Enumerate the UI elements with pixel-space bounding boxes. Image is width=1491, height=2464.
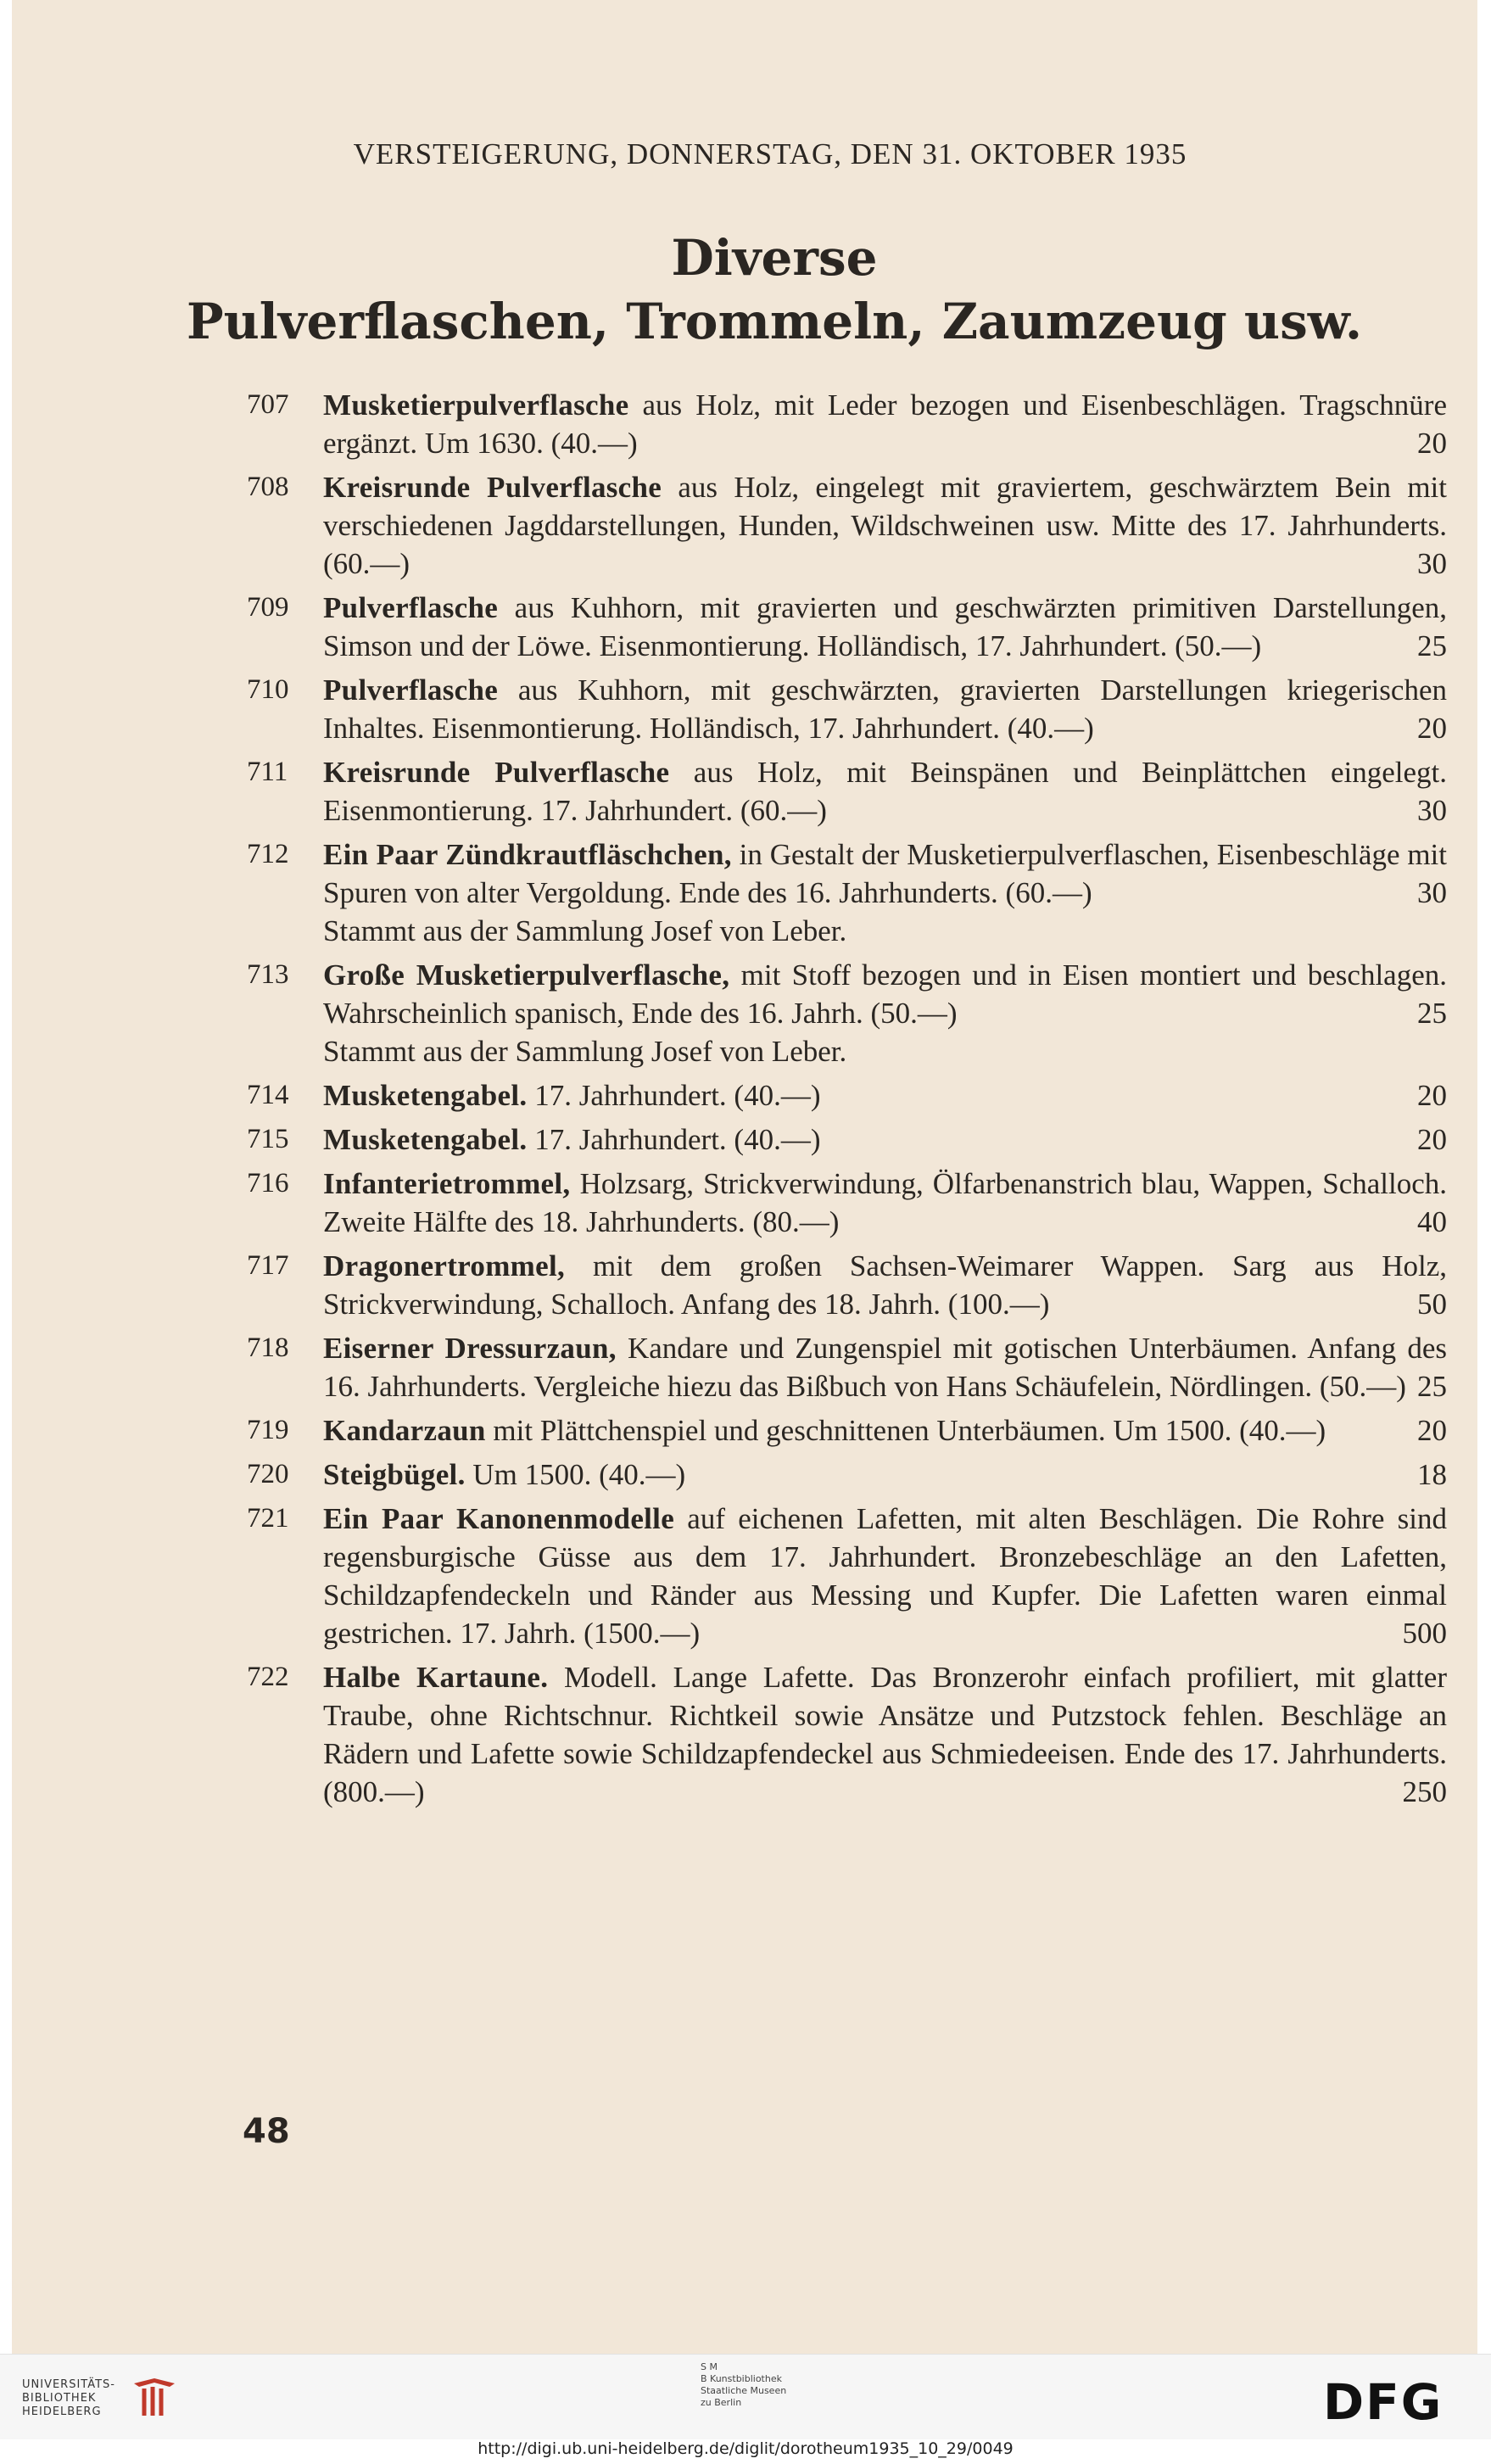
lot-text: aus Holz, eingelegt mit graviertem, geschwärztem Bein mit verschiedenen Jagddarstellungen, Hunden, Wildschweinen usw. Mitte des 17. Jahrhunderts. (60.—) xyxy=(323,471,1447,580)
lot-description xyxy=(323,468,1447,583)
lot-title: Kreisrunde Pulverflasche xyxy=(323,471,662,504)
ub-heidelberg-emblem-icon xyxy=(129,2375,180,2419)
catalog-entry xyxy=(12,386,1477,462)
lot-description xyxy=(323,1411,1447,1450)
catalog-entry xyxy=(12,956,1477,1070)
lot-number: 711 xyxy=(247,757,288,787)
lot-text: Holzsarg, Strickverwindung, Ölfarbenanstrich blau, Wappen, Schalloch. Zweite Hälfte des 18. Jahrhunderts. (80.—) xyxy=(323,1167,1447,1238)
lot-text: in Gestalt der Musketierpulverflaschen, Eisenbeschläge mit Spuren von alter Vergoldung. Ende des 16. Jahrhunderts. (60.—) xyxy=(323,838,1447,909)
lot-title: Infanterietrommel, xyxy=(323,1167,571,1200)
lot-number: 718 xyxy=(247,1333,289,1363)
catalog-entry xyxy=(12,1247,1477,1323)
lot-title: Ein Paar Kanonenmodelle xyxy=(323,1502,675,1535)
lot-title: Eiserner Dressurzaun, xyxy=(323,1332,617,1365)
lot-text: Modell. Lange Lafette. Das Bronzerohr einfach profiliert, mit glatter Traube, ohne Richtschnur. Richtkeil sowie Ansätze und Putzstock fehlen. Beschläge an Rädern und Lafette sowie Schildzapfendeckel aus Schmiedeeisen. Ende des 17. Jahrhunderts. (800.—) xyxy=(323,1661,1448,1808)
lot-title: Dragonertrommel, xyxy=(323,1249,566,1282)
lot-price: 20 xyxy=(1417,427,1447,460)
lot-description xyxy=(323,386,1447,462)
smb-kunstbibliothek-logo[interactable]: S M B Kunstbibliothek Staatliche Museen zu Berlin xyxy=(701,2361,787,2408)
lot-description xyxy=(323,956,1447,1070)
lot-text: aus Holz, mit Beinspänen und Beinplättchen eingelegt. Eisenmontierung. 17. Jahrhundert. (60.—) xyxy=(323,756,1448,827)
lot-title: Musketierpulverflasche xyxy=(323,388,629,422)
lot-description xyxy=(323,1500,1447,1652)
catalog-entry xyxy=(12,1120,1477,1159)
lot-title: Pulverflasche xyxy=(323,673,499,707)
lot-text: auf eichenen Lafetten, mit alten Beschlägen. Die Rohre sind regensburgische Güsse aus dem 17. Jahrhundert. Bronzebeschläge an den Lafetten, Schildzapfendeckeln und Ränder aus Messing und Kupfer. Die Lafetten waren einmal gestrichen. 17. Jahrh. (1500.—) xyxy=(323,1502,1447,1650)
lot-provenance-note: Stammt aus der Sammlung Josef von Leber. xyxy=(323,914,847,947)
lot-price: 50 xyxy=(1417,1288,1447,1321)
lot-description xyxy=(323,671,1447,747)
permalink-url[interactable]: http://digi.ub.uni-heidelberg.de/diglit/dorotheum1935_10_29/0049 xyxy=(477,2439,1014,2458)
catalog-entry xyxy=(12,753,1477,830)
catalog-entry xyxy=(12,671,1477,747)
catalog-entry xyxy=(12,1165,1477,1241)
lot-number: 707 xyxy=(247,389,289,420)
lot-text: 17. Jahrhundert. (40.—) xyxy=(527,1079,821,1112)
section-title-line-1: Diverse xyxy=(671,229,878,287)
catalog-entry xyxy=(12,1500,1477,1652)
lot-number: 722 xyxy=(247,1662,289,1692)
lot-title: Kreisrunde Pulverflasche xyxy=(323,756,670,789)
section-title-line-2: Pulverflaschen, Trommeln, Zaumzeug usw. xyxy=(186,293,1363,350)
lot-number: 713 xyxy=(247,959,289,990)
lot-description xyxy=(323,589,1447,665)
lot-text: aus Kuhhorn, mit gravierten und geschwärzten primitiven Darstellungen, Simson und der Löwe. Eisenmontierung. Holländisch, 17. Jahrhundert. (50.—) xyxy=(323,591,1447,662)
catalog-entry xyxy=(12,1411,1477,1450)
lot-title: Musketengabel. xyxy=(323,1123,528,1156)
lot-number: 717 xyxy=(247,1250,289,1281)
lot-description xyxy=(323,1076,1447,1115)
lot-number: 720 xyxy=(247,1459,289,1489)
lot-price: 40 xyxy=(1417,1205,1447,1238)
lot-description xyxy=(323,1658,1447,1811)
lot-text: mit Stoff bezogen und in Eisen montiert und beschlagen. Wahrscheinlich spanisch, Ende des 16. Jahrh. (50.—) xyxy=(323,958,1448,1030)
running-head: VERSTEIGERUNG, DONNERSTAG, DEN 31. OKTOBER 1935 xyxy=(353,137,1187,170)
scanned-page xyxy=(12,0,1477,2354)
lot-price: 250 xyxy=(1402,1775,1447,1808)
lot-description xyxy=(323,753,1447,830)
lot-number: 708 xyxy=(247,472,289,502)
lot-price: 20 xyxy=(1417,1123,1447,1156)
lot-price: 25 xyxy=(1417,997,1447,1030)
lot-text: aus Kuhhorn, mit geschwärzten, gravierten Darstellungen kriegerischen Inhaltes. Eisenmontierung. Holländisch, 17. Jahrhundert. (40.—) xyxy=(323,673,1447,745)
lot-provenance-note: Stammt aus der Sammlung Josef von Leber. xyxy=(323,1035,847,1068)
lot-number: 715 xyxy=(247,1124,289,1154)
catalog-entry xyxy=(12,835,1477,950)
lot-text: mit Plättchenspiel und geschnittenen Unterbäumen. Um 1500. (40.—) xyxy=(485,1414,1326,1447)
lot-title: Kandarzaun xyxy=(323,1414,486,1447)
ub-heidelberg-logo[interactable]: UNIVERSITÄTS- BIBLIOTHEK HEIDELBERG xyxy=(22,2378,115,2418)
catalog-entry xyxy=(12,1455,1477,1494)
catalog-entry xyxy=(12,1076,1477,1115)
dfg-logo[interactable]: DFG xyxy=(1323,2373,1444,2431)
lot-number: 719 xyxy=(247,1415,289,1445)
page-number: 48 xyxy=(243,2112,290,2151)
lot-price: 20 xyxy=(1417,1079,1447,1112)
catalog-list xyxy=(12,386,1477,1817)
lot-number: 721 xyxy=(247,1503,289,1534)
lot-text: mit dem großen Sachsen-Weimarer Wappen. Sarg aus Holz, Strickverwindung, Schalloch. Anfang des 18. Jahrh. (100.—) xyxy=(323,1249,1447,1321)
lot-price: 25 xyxy=(1417,1370,1447,1403)
lot-text: Kandare und Zungenspiel mit gotischen Unterbäumen. Anfang des 16. Jahrhunderts. Vergleiche hiezu das Bißbuch von Hans Schäufelein, Nördlingen. (50.—) xyxy=(323,1332,1447,1403)
catalog-entry xyxy=(12,589,1477,665)
lot-price: 30 xyxy=(1417,876,1447,909)
lot-text: aus Holz, mit Leder bezogen und Eisenbeschlägen. Tragschnüre ergänzt. Um 1630. (40.—) xyxy=(323,388,1447,460)
lot-price: 18 xyxy=(1417,1458,1447,1491)
lot-description xyxy=(323,1247,1447,1323)
lot-description xyxy=(323,835,1447,950)
lot-price: 500 xyxy=(1402,1617,1447,1650)
lot-price: 20 xyxy=(1417,1414,1447,1447)
lot-description xyxy=(323,1329,1447,1405)
lot-description xyxy=(323,1165,1447,1241)
lot-description xyxy=(323,1120,1447,1159)
lot-text: 17. Jahrhundert. (40.—) xyxy=(527,1123,821,1156)
lot-title: Pulverflasche xyxy=(323,591,499,624)
lot-number: 710 xyxy=(247,674,289,705)
catalog-entry xyxy=(12,1658,1477,1811)
lot-title: Halbe Kartaune. xyxy=(323,1661,549,1694)
lot-title: Steigbügel. xyxy=(323,1458,466,1491)
lot-description xyxy=(323,1455,1447,1494)
lot-price: 30 xyxy=(1417,547,1447,580)
lot-number: 712 xyxy=(247,839,289,869)
lot-text: Um 1500. (40.—) xyxy=(465,1458,686,1491)
lot-number: 709 xyxy=(247,592,289,623)
lot-price: 30 xyxy=(1417,794,1447,827)
lot-price: 20 xyxy=(1417,712,1447,745)
catalog-entry xyxy=(12,468,1477,583)
digitization-footer xyxy=(0,2354,1491,2439)
lot-number: 716 xyxy=(247,1168,289,1198)
lot-price: 25 xyxy=(1417,629,1447,662)
lot-number: 714 xyxy=(247,1080,289,1110)
lot-title: Ein Paar Zündkrautfläschchen, xyxy=(323,838,732,871)
catalog-entry xyxy=(12,1329,1477,1405)
lot-title: Musketengabel. xyxy=(323,1079,528,1112)
lot-title: Große Musketierpulverflasche, xyxy=(323,958,730,992)
